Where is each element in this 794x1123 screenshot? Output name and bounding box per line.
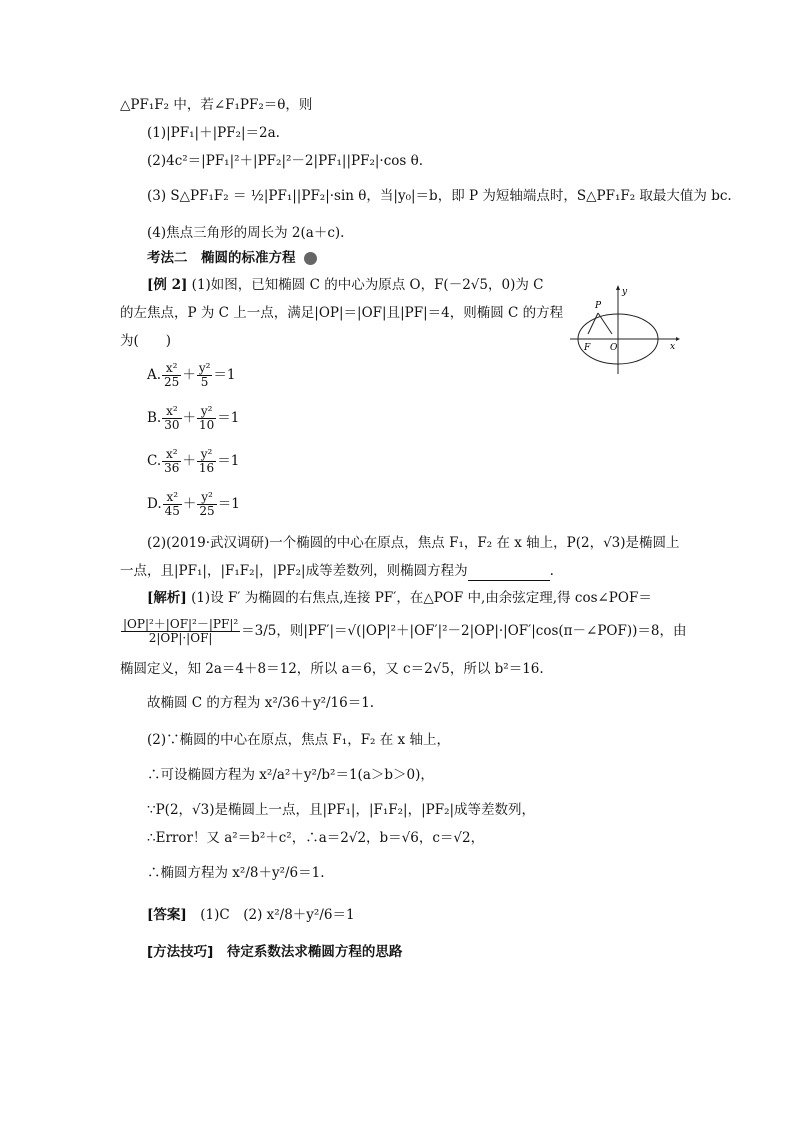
option-c[interactable]: C. $\frac{\text{x²}}{36}$ ＋ $\frac{\text{y²}}{16}$ ＝1	[147, 447, 240, 475]
example-line-1	[147, 275, 543, 295]
option-a[interactable]: A. $\frac{\text{x²}}{25}$ ＋ $\frac{\text{y²}}{5}$ ＝1	[147, 361, 236, 389]
solution-line-3: 椭圆定义，知 2a＝4＋8＝12，所以 a＝6，又 c＝2√5，所以 b²＝16.	[120, 661, 544, 677]
fraction: $\frac{\text{x²}}{36}$	[164, 447, 180, 475]
option-d[interactable]: D. $\frac{\text{x²}}{45}$ ＋ $\frac{\text{y²}}{25}$ ＝1	[147, 490, 240, 518]
fraction: $\frac{\text{x²}}{30}$	[164, 404, 180, 432]
section-title-text: 考法二 椭圆的标准方程	[147, 250, 296, 266]
example-q2-line1: (2)(2019·武汉调研)一个椭圆的中心在原点，焦点 F₁，F₂ 在 x 轴上，P(2，√3)是椭圆上	[147, 535, 680, 551]
option-label: C.	[147, 453, 162, 469]
intro-item-3: (3) S△PF₁F₂ ＝ ½|PF₁||PF₂|·sin θ，当|y₀|＝b，即 P 为短轴端点时，S△PF₁F₂ 取最大值为 bc.	[147, 188, 732, 204]
answer-line: [答案] (1)C (2) x²/8＋y²/6＝1	[147, 907, 355, 923]
option-label: B.	[147, 410, 162, 426]
option-label: D.	[147, 496, 162, 512]
answer-blank[interactable]	[468, 566, 550, 581]
option-b[interactable]: B. $\frac{\text{x²}}{30}$ ＋ $\frac{\text{y²}}{10}$ ＝1	[147, 404, 240, 432]
label-y: y	[622, 287, 628, 297]
ellipse-figure	[568, 284, 680, 376]
section-title	[147, 248, 317, 268]
solution-line-8: ∴Error！又 a²＝b²＋c²，∴a＝2√2，b＝√6，c＝√2，	[147, 830, 485, 846]
label-o: O	[610, 343, 618, 353]
y-axis-arrow-icon	[616, 285, 620, 290]
solution-line-6: ∴可设椭圆方程为 x²/a²＋y²/b²＝1(a＞b＞0)，	[147, 767, 434, 783]
method-line	[147, 942, 402, 962]
example-q1-line3: 为( )	[120, 333, 172, 349]
label-x: x	[670, 342, 676, 352]
intro-item-4: (4)焦点三角形的周长为 2(a＋c).	[147, 225, 345, 241]
segment-po	[598, 313, 612, 334]
example-q1-line1: (1)如图，已知椭圆 C 的中心为原点 O，F(－2√5，0)为 C	[191, 277, 544, 293]
example-tag: [例 2]	[147, 277, 188, 293]
method-tag: [方法技巧]	[147, 944, 214, 960]
solution-line-4: 故椭圆 C 的方程为 x²/36＋y²/16＝1.	[147, 695, 375, 711]
label-p: P	[595, 301, 602, 311]
solution-line-5: (2)∵椭圆的中心在原点，焦点 F₁，F₂ 在 x 轴上，	[147, 732, 450, 748]
method-text: 待定系数法求椭圆方程的思路	[226, 944, 403, 960]
answer-tag: [答案]	[147, 907, 187, 923]
fraction: $\frac{\text{y²}}{25}$	[199, 490, 215, 518]
x-axis-arrow-icon	[676, 337, 680, 341]
fraction: $\frac{\text{|OP|²＋|OF|²－|PF|²}}{2|OP|\cdot|OF|}$	[123, 617, 239, 645]
option-label: A.	[147, 367, 162, 383]
intro-line: △PF₁F₂ 中，若∠F₁PF₂＝θ，则	[120, 97, 313, 113]
fraction: $\frac{\text{y²}}{16}$	[198, 447, 215, 475]
fraction: $\frac{\text{y²}}{5}$	[198, 361, 211, 389]
solution-line-2: $\frac{\text{|OP|²＋|OF|²－|PF|²}}{2|OP|\cdot|OF|}$ ＝3/5，则|PF′|＝√(|OP|²＋|OF′|²－2|OP|·|OF′|cos(π－∠POF))＝8，由	[123, 617, 687, 645]
example-q2-line2: 一点，且|PF₁|，|F₁F₂|，|PF₂|成等差数列，则椭圆方程为 .	[120, 563, 554, 579]
solution-line-1: [解析] (1)设 F′ 为椭圆的右焦点,连接 PF′，在△POF 中,由余弦定理,得 cos∠POF＝	[147, 590, 652, 606]
label-f: F	[584, 343, 591, 353]
example-q1-line2: 的左焦点，P 为 C 上一点，满足|OP|＝|OF|且|PF|＝4，则椭圆 C 的方程	[120, 305, 564, 321]
solution-line-7: ∵P(2，√3)是椭圆上一点，且|PF₁|，|F₁F₂|，|PF₂|成等差数列，	[147, 802, 536, 818]
fraction: $\frac{\text{x²}}{45}$	[164, 490, 180, 518]
intro-item-2: (2)4c²＝|PF₁|²＋|PF₂|²－2|PF₁||PF₂|·cos θ.	[147, 153, 424, 169]
fraction: $\frac{\text{x²}}{25}$	[164, 361, 180, 389]
fraction: $\frac{\text{y²}}{10}$	[199, 404, 215, 432]
intro-item-1: (1)|PF₁|＋|PF₂|＝2a.	[147, 125, 280, 141]
solution-line-9: ∴椭圆方程为 x²/8＋y²/6＝1.	[147, 865, 325, 881]
segment-pf	[588, 313, 598, 334]
bullet-dot-icon	[304, 252, 317, 265]
solution-tag: [解析]	[147, 590, 187, 606]
